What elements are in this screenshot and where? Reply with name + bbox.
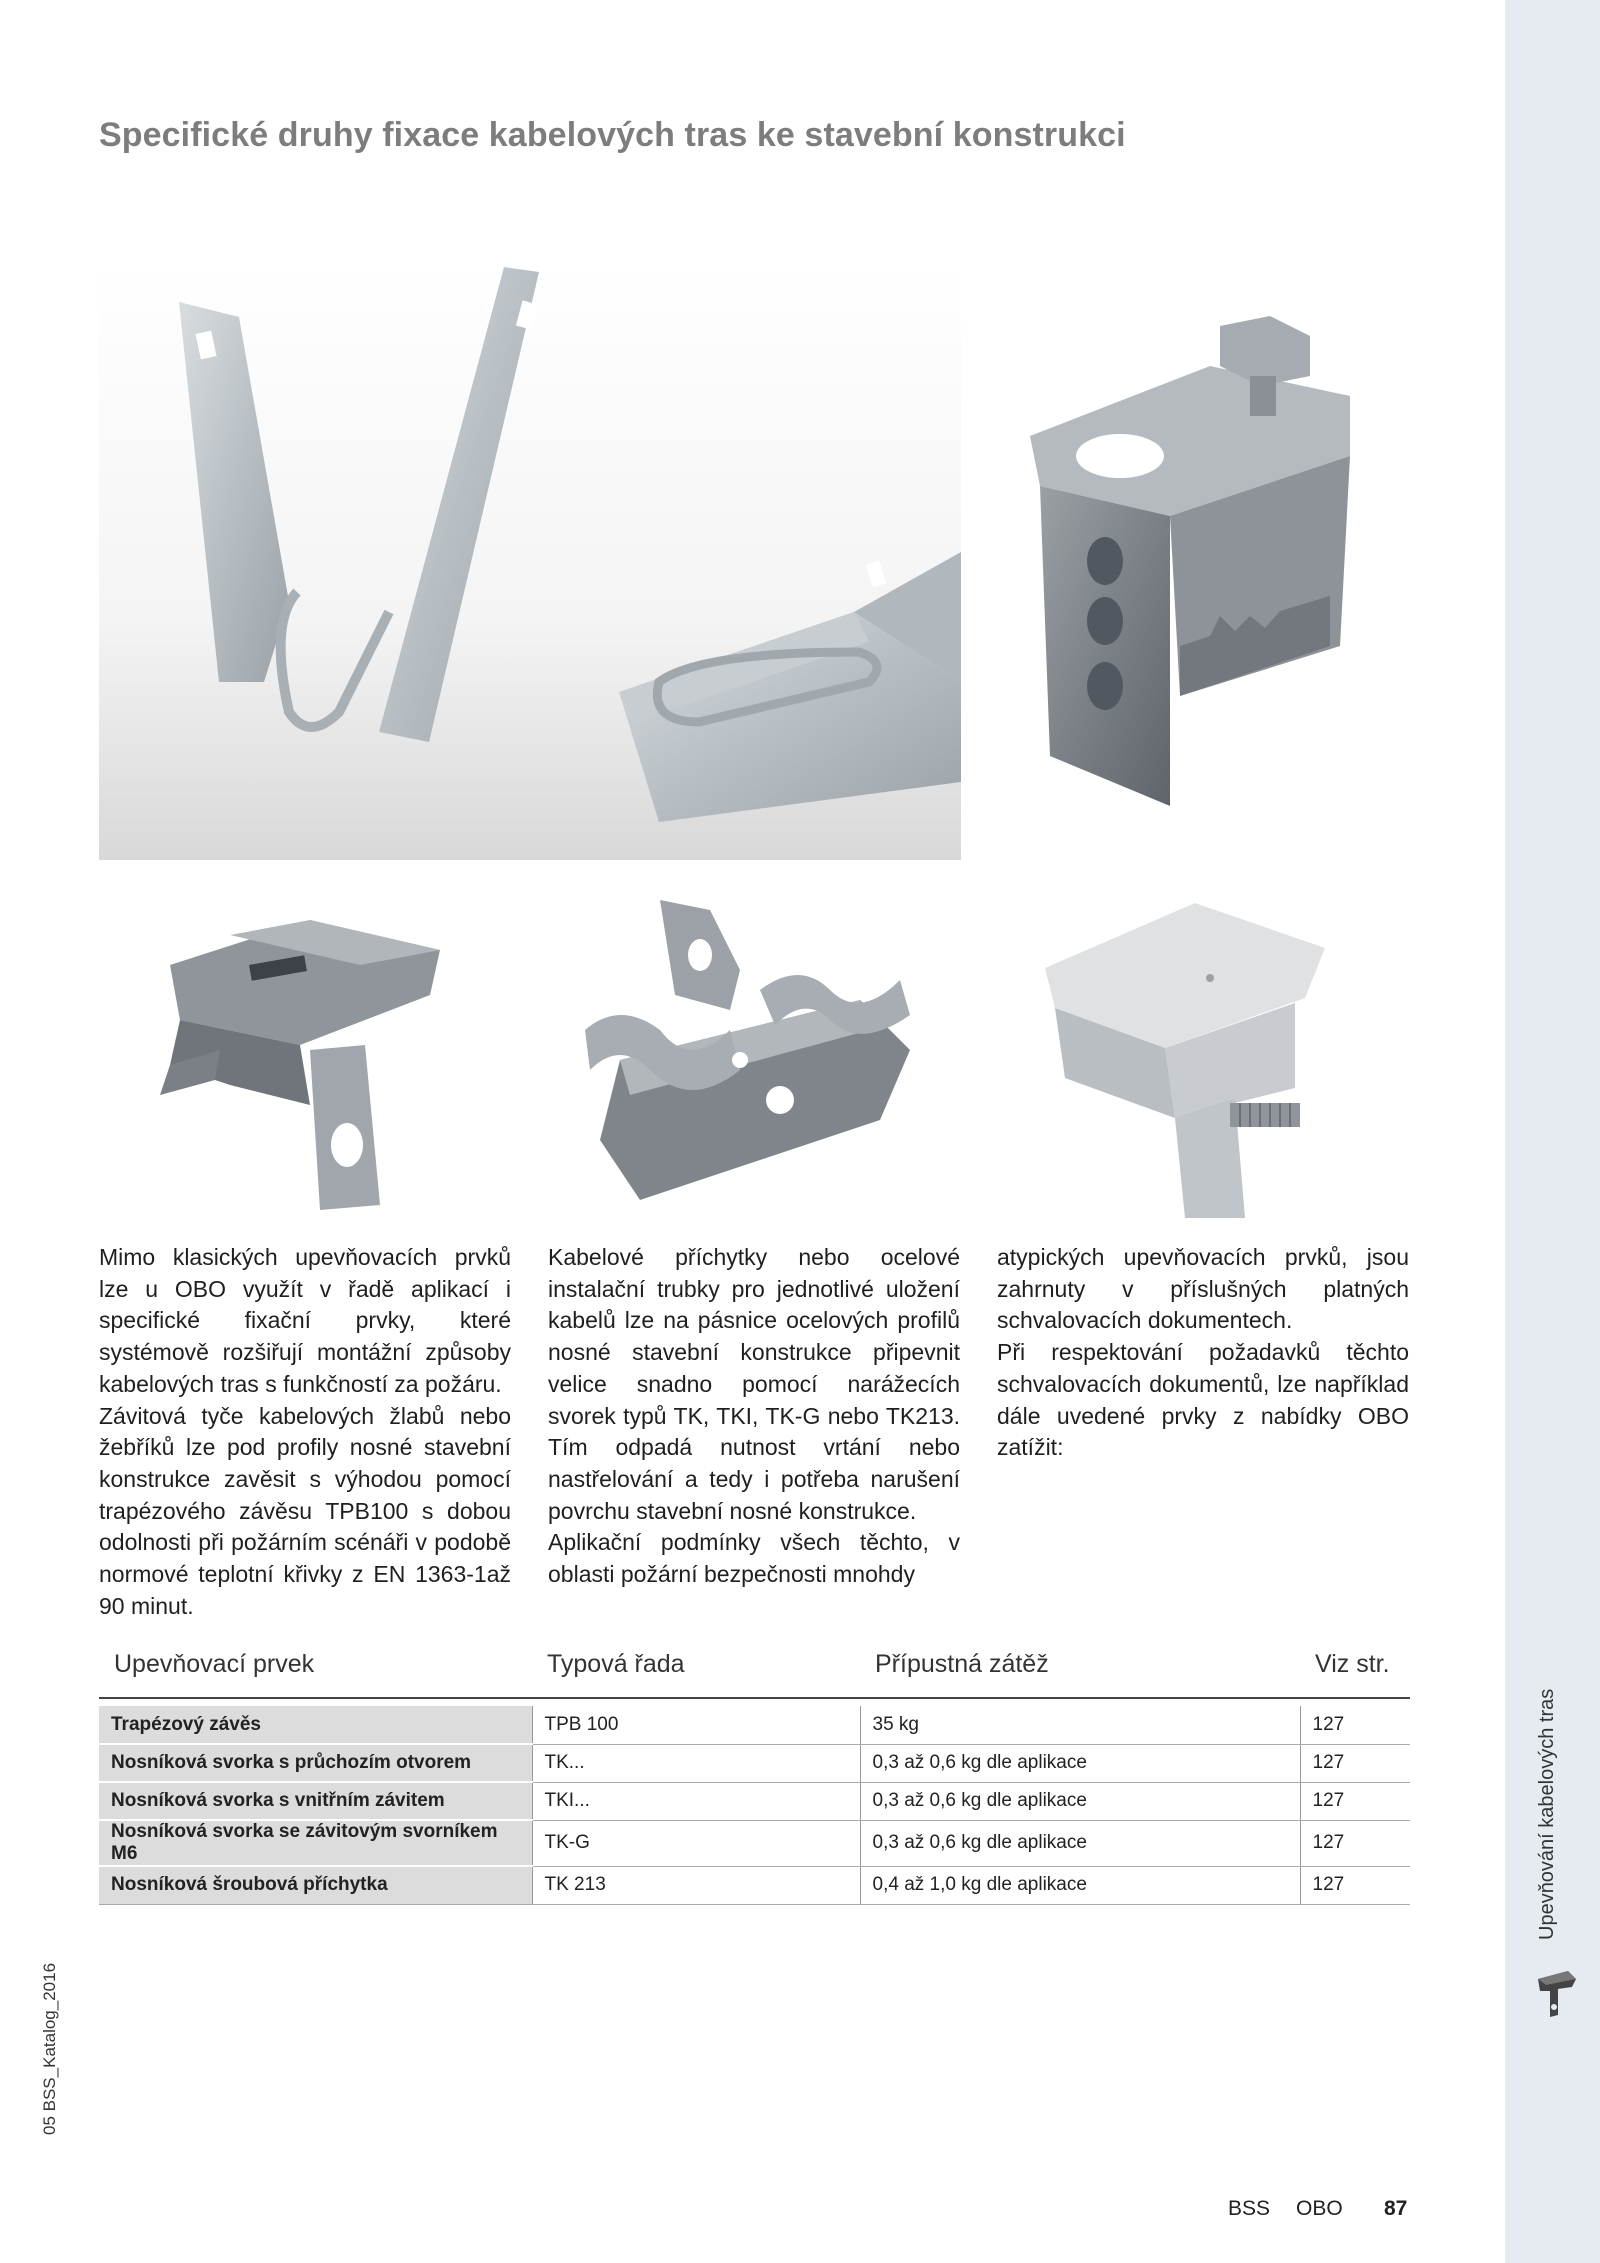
table-cell-page: 127: [1300, 1820, 1410, 1866]
footer-obo: OBO: [1296, 2197, 1343, 2220]
footer-bss: BSS: [1228, 2197, 1271, 2220]
table-cell-load: 35 kg: [860, 1706, 1300, 1744]
beam-clamp-through-hole-photo: [160, 905, 450, 1215]
table-cell-type: TK 213: [532, 1866, 860, 1904]
catalog-code-text: 05 BSS_Katalog_2016: [40, 1962, 59, 2135]
table-cell-type: TK-G: [532, 1820, 860, 1866]
paragraph: Mimo klasických upevňovacích prvků lze u OBO využít v řadě aplikací i specifické fixační prvky, které systémově rozšiřují montážní způsoby kabelových tras s funkčností za požáru.: [99, 1244, 511, 1397]
column-header: Přípustná zátěž: [860, 1650, 1300, 1698]
table-cell-element: Trapézový závěs: [99, 1706, 532, 1744]
paragraph: Kabelové příchytky nebo ocelové instalační trubky pro jednotlivé uložení kabelů lze na pásnice ocelových profilů nosné stavební konstrukce připevnit velice snadno pomocí narážecích svorek typů TK, TKI, TK-G nebo TK213. Tím odpadá nutnost vrtání nebo nastřelování a tedy i potřeba narušení povrchu stavební nosné konstrukce.: [548, 1244, 960, 1524]
table-cell-page: 127: [1300, 1782, 1410, 1820]
table-cell-page: 127: [1300, 1866, 1410, 1904]
paragraph: Závitová tyče kabelových žlabů nebo žebříků lze pod profily nosné stavební konstrukce zavěsit s výhodou pomocí trapézového závěsu TPB100 s dobou odolnosti při požárním scénáři v podobě normové teplotní křivky z EN 1363-1až 90 minut.: [99, 1402, 511, 1619]
trapeze-hanger-photo: [99, 262, 961, 860]
table-cell-type: TK...: [532, 1744, 860, 1782]
column-header: Viz str.: [1300, 1650, 1410, 1698]
body-column-2: [548, 1242, 960, 1591]
table-cell-load: 0,3 až 0,6 kg dle aplikace: [860, 1782, 1300, 1820]
table-cell-type: TKI...: [532, 1782, 860, 1820]
table-cell-element: Nosníková svorka s vnitřním závitem: [99, 1782, 532, 1820]
beam-clamp-icon: [1528, 1965, 1582, 2025]
table-cell-element: Nosníková svorka se závitovým svorníkem M6: [99, 1820, 532, 1866]
table-cell-load: 0,3 až 0,6 kg dle aplikace: [860, 1744, 1300, 1782]
body-column-1: [99, 1242, 511, 1622]
table-cell-element: Nosníková svorka s průchozím otvorem: [99, 1744, 532, 1782]
page-number: 87: [1384, 2197, 1408, 2220]
table-row: [99, 1706, 1410, 1744]
table-row: [99, 1820, 1410, 1866]
page-title: Specifické druhy fixace kabelových tras ke stavební konstrukci: [99, 116, 1126, 154]
load-table: [99, 1650, 1410, 1905]
paragraph: atypických upevňovacích prvků, jsou zahrnuty v příslušných platných schvalovacích dokumentech.: [997, 1244, 1409, 1334]
table-cell-load: 0,4 až 1,0 kg dle aplikace: [860, 1866, 1300, 1904]
body-column-3: [997, 1242, 1409, 1464]
screw-clamp-photo: [1010, 316, 1370, 816]
paragraph: Při respektování požadavků těchto schvalovacích dokumentů, lze například dále uvedené prvky z nabídky OBO zatížit:: [997, 1339, 1409, 1461]
table-row: [99, 1744, 1410, 1782]
table-header-row: [99, 1650, 1410, 1698]
table-row: [99, 1866, 1410, 1904]
beam-clamp-internal-thread-photo: [580, 900, 920, 1210]
sidebar-label-text: Upevňování kabelových tras: [1536, 1688, 1558, 1940]
table-cell-page: 127: [1300, 1706, 1410, 1744]
paragraph: Aplikační podmínky všech těchto, v oblasti požární bezpečnosti mnohdy: [548, 1529, 960, 1588]
table-row: [99, 1782, 1410, 1820]
table-cell-element: Nosníková šroubová příchytka: [99, 1866, 532, 1904]
beam-clamp-threaded-stud-photo: [1045, 888, 1325, 1218]
column-header: Typová řada: [532, 1650, 860, 1698]
table-cell-page: 127: [1300, 1744, 1410, 1782]
column-header: Upevňovací prvek: [99, 1650, 532, 1698]
table-cell-type: TPB 100: [532, 1706, 860, 1744]
table-cell-load: 0,3 až 0,6 kg dle aplikace: [860, 1820, 1300, 1866]
